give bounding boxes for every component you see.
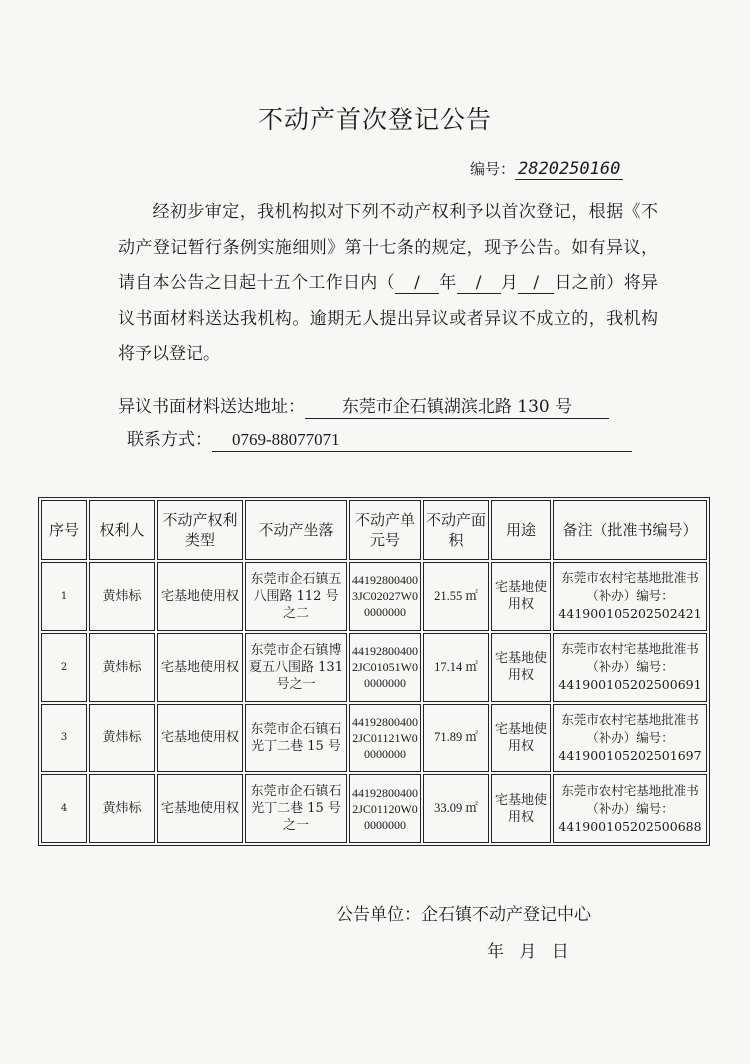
header-use: 用途 [491,500,551,560]
serial-number [470,158,623,180]
cell-no: 1 [41,562,87,631]
deadline-blank-month: / [457,273,501,294]
header-no: 序号 [41,500,87,560]
serial-value: 2820250160 [515,159,623,180]
cell-right-type: 宅基地使用权 [157,774,243,843]
cell-location: 东莞市企石镇博夏五八围路 131 号之一 [245,633,347,702]
cell-no: 4 [41,774,87,843]
cell-unit-no: 441928004002JC01051W00000000 [349,633,421,702]
cell-use: 宅基地使用权 [491,562,551,631]
cell-right-type: 宅基地使用权 [157,562,243,631]
notice-paragraph [118,195,658,373]
cell-note: 东莞市农村宅基地批准书（补办）编号：441900105202500688 [553,774,707,843]
header-location: 不动产坐落 [245,500,347,560]
cell-holder: 黄炜标 [89,704,155,773]
property-table [38,497,710,846]
table-row [41,633,707,702]
table-header-row [41,500,707,560]
table-row [41,774,707,843]
cell-unit-no: 441928004002JC01121W00000000 [349,704,421,773]
cell-note: 东莞市农村宅基地批准书（补办）编号：441900105202500691 [553,633,707,702]
deadline-blank-year: / [395,273,439,294]
deadline-blank-day: / [518,273,554,294]
notice-text-1: 经初步审定，我机构拟对下列不动产权利予以首次登记，根据《不动产登记暂行条例实施细则》第十七条的规定，现予公告。如有异议，请自本公告之日起十五个工作日内（ [118,202,658,293]
issuer [336,900,591,925]
date-fill: 年 月 日 [487,942,569,962]
cell-holder: 黄炜标 [89,633,155,702]
header-right-type: 不动产权利类型 [157,500,243,560]
cell-right-type: 宅基地使用权 [157,633,243,702]
notice-text-3: 月 [500,273,519,293]
cell-no: 3 [41,704,87,773]
cell-note: 东莞市农村宅基地批准书（补办）编号：441900105202502421 [553,562,707,631]
contact-value: 0769-88077071 [212,429,632,452]
cell-unit-no: 441928004003JC02027W00000000 [349,562,421,631]
table-row [41,704,707,773]
header-note: 备注（批准书编号） [553,500,707,560]
notice-text-4: 日之前）将异议书面材料送达我机构。逾期无人提出异议或者异议不成立的，我机构将予以登记。 [118,273,659,364]
contact-label: 联系方式： [127,430,212,450]
header-unit-no: 不动产单元号 [349,500,421,560]
notice-text-2: 年 [438,273,457,293]
objection-address [118,392,609,419]
cell-holder: 黄炜标 [89,774,155,843]
cell-unit-no: 441928004002JC01120W00000000 [349,774,421,843]
cell-use: 宅基地使用权 [491,704,551,773]
address-label: 异议书面材料送达地址： [118,397,305,417]
cell-area: 17.14 ㎡ [423,633,489,702]
header-area: 不动产面积 [423,500,489,560]
cell-use: 宅基地使用权 [491,633,551,702]
address-value: 东莞市企石镇湖滨北路 130 号 [305,396,609,419]
cell-area: 21.55 ㎡ [423,562,489,631]
issuer-value: 企石镇不动产登记中心 [421,905,591,925]
cell-no: 2 [41,633,87,702]
contact-info [127,425,632,452]
serial-label: 编号： [470,160,516,178]
cell-use: 宅基地使用权 [491,774,551,843]
header-holder: 权利人 [89,500,155,560]
cell-location: 东莞市企石镇五八围路 112 号之二 [245,562,347,631]
cell-note: 东莞市农村宅基地批准书（补办）编号：441900105202501697 [553,704,707,773]
cell-area: 71.89 ㎡ [423,704,489,773]
cell-location: 东莞市企石镇石光丁二巷 15 号 [245,704,347,773]
cell-location: 东莞市企石镇石光丁二巷 15 号之一 [245,774,347,843]
table-row [41,562,707,631]
cell-area: 33.09 ㎡ [423,774,489,843]
notice-title: 不动产首次登记公告 [257,105,492,134]
issuer-label: 公告单位： [336,905,421,925]
cell-right-type: 宅基地使用权 [157,704,243,773]
cell-holder: 黄炜标 [89,562,155,631]
